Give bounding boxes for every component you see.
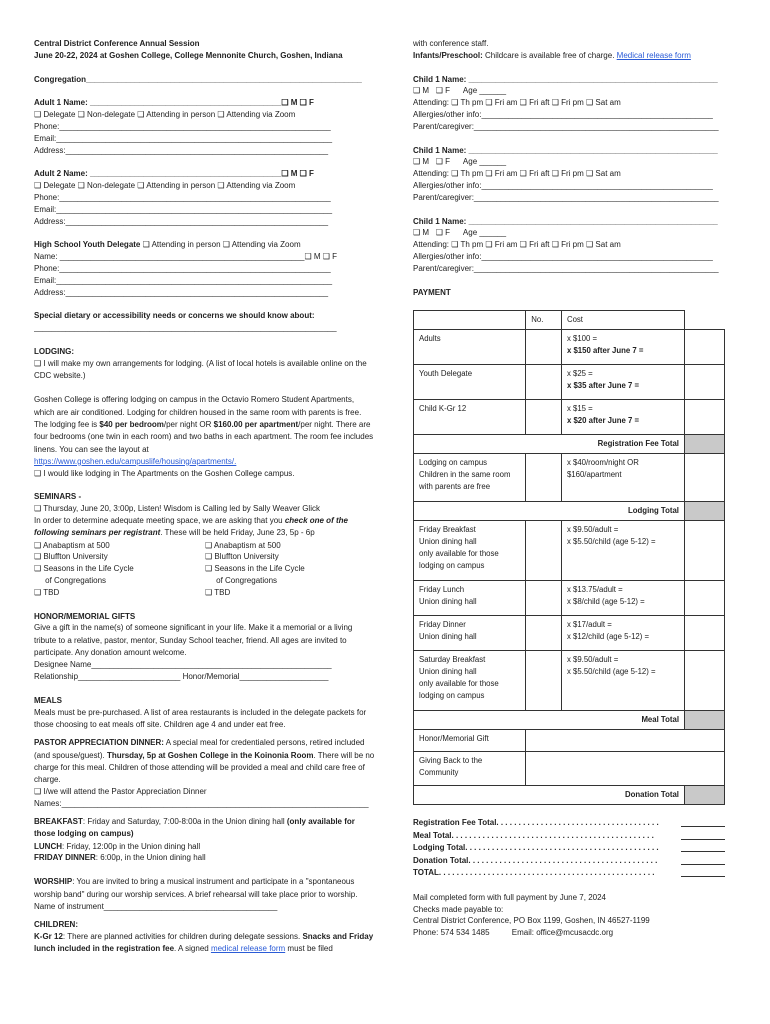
table-cell xyxy=(414,454,526,502)
infants-text: Childcare is available free of charge. xyxy=(482,50,617,60)
contact-info: Phone: 574 534 1485 Email: office@mcusacdc.org xyxy=(413,928,614,938)
cell-line: Union dining hall xyxy=(419,597,477,607)
pastor-title: PASTOR APPRECIATION DINNER: xyxy=(34,738,164,748)
breakfast-info xyxy=(34,816,376,841)
youth-address-field[interactable]: Address:___________________________________________________________ xyxy=(34,287,329,297)
table-row xyxy=(414,730,725,752)
table-cell: Honor/Memorial Gift xyxy=(414,730,526,752)
lodging-amount-cell[interactable] xyxy=(684,454,724,502)
fri-lunch-count-cell[interactable] xyxy=(526,581,562,616)
lodging-total-label: Lodging Total xyxy=(414,502,685,521)
pastor-text-1: A special meal for credentialed persons, retired included (and spouse/guest). xyxy=(34,738,365,760)
child-name-field[interactable]: Child 1 Name: ________________________________________________________ xyxy=(413,74,718,84)
child-sex-age[interactable]: ❑ M ❑ F Age ______ xyxy=(413,157,507,167)
seminars-intro xyxy=(34,515,376,540)
child-name-field[interactable]: Child 1 Name: ________________________________________________________ xyxy=(413,216,718,226)
summary-blank[interactable] xyxy=(681,867,725,877)
summary-blank[interactable] xyxy=(681,855,725,865)
honor-title: HONOR/MEMORIAL GIFTS xyxy=(34,611,136,621)
breakfast-bold: (only available for those lodging on campus) xyxy=(34,817,355,839)
sat-breakfast-count-cell[interactable] xyxy=(526,651,562,711)
pastor-dinner xyxy=(34,737,376,786)
table-cell xyxy=(561,330,684,365)
worship-label: WORSHIP xyxy=(34,877,73,887)
youth-phone-field[interactable]: Phone:_____________________________________________________________ xyxy=(34,263,331,273)
seminar-option[interactable]: ❑ Bluffton University xyxy=(205,552,279,562)
child-block-1 xyxy=(413,74,725,133)
lodging-fee-bedroom: $40 per bedroom xyxy=(99,419,164,429)
cell-line: lodging on campus xyxy=(419,561,485,571)
meal-total-cell[interactable] xyxy=(684,711,724,730)
mail-instructions: Mail completed form with full payment by June 7, 2024 xyxy=(413,892,606,902)
child-parent-field[interactable]: Parent/caregiver:_______________________________________________________ xyxy=(413,192,719,202)
child-parent-field[interactable]: Parent/caregiver:_______________________________________________________ xyxy=(413,121,719,131)
cell-line: Lodging on campus xyxy=(419,458,488,468)
table-cell xyxy=(561,454,684,502)
table-cell: Child K-Gr 12 xyxy=(414,400,526,435)
table-cell xyxy=(414,311,526,330)
adult2-address-field[interactable]: Address:___________________________________________________________ xyxy=(34,216,329,226)
seminar-option[interactable]: ❑ TBD xyxy=(205,587,231,597)
event-subtitle: June 20-22, 2024 at Goshen College, College Mennonite Church, Goshen, Indiana xyxy=(34,50,343,60)
seminars-intro-emphasis: check one of the following seminars per registrant xyxy=(34,516,348,538)
seminar-option[interactable]: ❑ Seasons in the Life Cycle xyxy=(205,564,305,574)
cell-line: Giving Back to the xyxy=(419,756,483,766)
child-amount-cell[interactable] xyxy=(684,400,724,435)
cell-line: x $13.75/adult = xyxy=(566,585,623,595)
child-allergies-field[interactable]: Allergies/other info:____________________________________________________ xyxy=(413,109,713,119)
honor-gift-amount-cell[interactable] xyxy=(526,730,725,752)
table-cell xyxy=(414,651,526,711)
lodging-count-cell[interactable] xyxy=(526,454,562,502)
congregation-field[interactable]: Congregation______________________________________________________________ xyxy=(34,74,362,84)
child-sex-age[interactable]: ❑ M ❑ F Age ______ xyxy=(413,228,507,238)
table-row xyxy=(414,616,725,651)
adult1-options[interactable]: ❑ Delegate ❑ Non-delegate ❑ Attending in person ❑ Attending via Zoom xyxy=(34,110,296,120)
table-cell: Adults xyxy=(414,330,526,365)
adult1-name-field[interactable]: Adult 1 Name: ___________________________________________❑ M ❑ F xyxy=(34,98,314,108)
table-row xyxy=(414,454,725,502)
youth-title: High School Youth Delegate xyxy=(34,240,141,250)
child-attending[interactable]: Attending: ❑ Th pm ❑ Fri am ❑ Fri aft ❑ Fri pm ❑ Sat am xyxy=(413,169,621,179)
adult1-address-field[interactable]: Address:___________________________________________________________ xyxy=(34,145,329,155)
youth-options[interactable]: ❑ Attending in person ❑ Attending via Zoom xyxy=(142,240,301,250)
fri-dinner-amount-cell[interactable] xyxy=(684,616,724,651)
adult1-phone-field[interactable]: Phone:_____________________________________________________________ xyxy=(34,121,331,131)
infants-label: Infants/Preschool: xyxy=(413,50,483,60)
table-cell xyxy=(561,616,684,651)
cell-line: x $40/room/night OR xyxy=(566,458,639,468)
children-text-3: must be filed xyxy=(285,944,333,954)
youth-email-field[interactable]: Email:______________________________________________________________ xyxy=(34,275,333,285)
cell-line: x $9.50/adult = xyxy=(566,525,619,535)
cell-line: Friday Breakfast xyxy=(419,525,476,535)
cell-line: $160/apartment xyxy=(566,470,622,480)
table-row xyxy=(414,400,725,435)
seminar-option[interactable]: ❑ Bluffton University xyxy=(34,552,108,562)
cell-line: Friday Lunch xyxy=(419,585,465,595)
right-column xyxy=(413,38,725,939)
registration-total-cell[interactable] xyxy=(684,435,724,454)
adult1-email-field[interactable]: Email:______________________________________________________________ xyxy=(34,133,333,143)
youth-delegate-heading xyxy=(34,239,376,251)
mail-address: Central District Conference, PO Box 1199, Goshen, IN 46527-1199 xyxy=(413,916,650,926)
pastor-names-field[interactable]: Names:_____________________________________________________________________ xyxy=(34,799,369,809)
table-row xyxy=(414,651,725,711)
cell-line: lodging on campus xyxy=(419,691,485,701)
table-row xyxy=(414,581,725,616)
child-name-field[interactable]: Child 1 Name: ________________________________________________________ xyxy=(413,145,718,155)
child-sex-age[interactable]: ❑ M ❑ F Age ______ xyxy=(413,86,507,96)
cell-line: with parents are free xyxy=(419,482,491,492)
meal-total-label: Meal Total xyxy=(414,711,685,730)
lodging-text-3: /per night. There are four bedrooms (one twin in each room) and two baths in each apartment. The room fee includes linens. You can see the layout at xyxy=(34,419,374,454)
child-cost: x $15 = xyxy=(566,404,593,414)
child-allergies-field[interactable]: Allergies/other info:____________________________________________________ xyxy=(413,180,713,190)
summary-label: Registration Fee Total. . . . . . . . . . . . . . . . . . . . . . . . . . . . . . . . . . . . . xyxy=(413,818,659,828)
cell-line: Union dining hall xyxy=(419,537,477,547)
relationship-field[interactable]: Relationship_______________________ Honor/Memorial____________________ xyxy=(34,672,329,682)
table-cell: Youth Delegate xyxy=(414,365,526,400)
children-title: CHILDREN: xyxy=(34,920,78,930)
seminar-options-col2 xyxy=(205,540,376,599)
dietary-title: Special dietary or accessibility needs or concerns we should know about: xyxy=(34,311,315,321)
cell-line: Union dining hall xyxy=(419,667,477,677)
breakfast-label: BREAKFAST xyxy=(34,817,83,827)
table-row xyxy=(414,330,725,365)
seminar-option-cont: of Congregations xyxy=(205,575,278,585)
dietary-field[interactable]: ____________________________________________________________________ xyxy=(34,323,337,333)
lodging-total-cell[interactable] xyxy=(684,502,724,521)
summary-label: Lodging Total. . . . . . . . . . . . . . . . . . . . . . . . . . . . . . . . . . . . . . . . . . . . xyxy=(413,843,659,853)
summary-blank[interactable] xyxy=(681,817,725,827)
summary-total xyxy=(413,867,725,880)
totals-summary xyxy=(413,817,725,880)
lodging-title: LODGING: xyxy=(34,346,74,356)
table-row xyxy=(414,786,725,805)
youth-count-cell[interactable] xyxy=(526,365,562,400)
table-cell: Cost xyxy=(561,311,684,330)
adult2-name-field[interactable]: Adult 2 Name: ___________________________________________❑ M ❑ F xyxy=(34,169,314,179)
left-column xyxy=(34,38,376,956)
payment-table xyxy=(413,310,725,805)
summary-registration xyxy=(413,817,725,830)
table-cell xyxy=(561,581,684,616)
seminars-intro-end: . These will be held Friday, June 23, 5p - 6p xyxy=(160,528,315,538)
dinner-text: : 6:00p, in the Union dining hall xyxy=(95,853,206,863)
table-row xyxy=(414,521,725,581)
fri-dinner-count-cell[interactable] xyxy=(526,616,562,651)
cell-line: Community xyxy=(419,768,459,778)
sat-breakfast-amount-cell[interactable] xyxy=(684,651,724,711)
table-cell: No. xyxy=(526,311,562,330)
adults-count-cell[interactable] xyxy=(526,330,562,365)
seminar-option[interactable]: ❑ Anabaptism at 500 xyxy=(34,540,110,550)
summary-label: Meal Total. . . . . . . . . . . . . . . . . . . . . . . . . . . . . . . . . . . . . . . . . . . . . . xyxy=(413,830,654,840)
cell-line: Saturday Breakfast xyxy=(419,655,486,665)
child-attending[interactable]: Attending: ❑ Th pm ❑ Fri am ❑ Fri aft ❑ Fri pm ❑ Sat am xyxy=(413,98,621,108)
summary-label: Donation Total. . . . . . . . . . . . . . . . . . . . . . . . . . . . . . . . . . . . . . . . . . . xyxy=(413,855,658,865)
child-block-2 xyxy=(413,145,725,204)
table-row xyxy=(414,435,725,454)
summary-label: TOTAL. . . . . . . . . . . . . . . . . . . . . . . . . . . . . . . . . . . . . . . . . . . . . . . . . xyxy=(413,868,655,878)
pastor-attend-option[interactable]: ❑ I/we will attend the Pastor Appreciation Dinner xyxy=(34,787,207,797)
meals-text: Meals must be pre-purchased. A list of area restaurants is included in the delegate packets for those choosing to eat meals off site. Children age 4 and under eat free. xyxy=(34,707,367,729)
children-label: K-Gr 12 xyxy=(34,931,63,941)
giving-back-amount-cell[interactable] xyxy=(526,752,725,786)
pastor-text-2: . There will be no charge for this meal. Children of those attending will be provided a meal and child care free of charge. xyxy=(34,750,375,785)
lunch-label: LUNCH xyxy=(34,841,62,851)
checks-payable: Checks made payable to: xyxy=(413,904,504,914)
honor-text: Give a gift in the name(s) of someone significant in your life. Make it a memorial or a living tribute to a relative, pastor, mentor, Sunday School teacher, friend. All ages are invited to participate. Any donation amount welcome. xyxy=(34,623,353,657)
summary-donation xyxy=(413,855,725,868)
table-cell xyxy=(561,365,684,400)
fri-lunch-amount-cell[interactable] xyxy=(684,581,724,616)
dinner-label: FRIDAY DINNER xyxy=(34,853,96,863)
registration-total-label: Registration Fee Total xyxy=(414,435,685,454)
table-cell xyxy=(414,521,526,581)
table-row xyxy=(414,365,725,400)
cell-line: x $8/child (age 5-12) = xyxy=(566,597,645,607)
youth-name-field[interactable]: Name: _______________________________________________________❑ M ❑ F xyxy=(34,252,338,262)
cell-line: x $17/adult = xyxy=(566,620,612,630)
seminars-title: SEMINARS - xyxy=(34,492,82,502)
adults-amount-cell[interactable] xyxy=(684,330,724,365)
payment-title: PAYMENT xyxy=(413,287,451,297)
child-attending[interactable]: Attending: ❑ Th pm ❑ Fri am ❑ Fri aft ❑ Fri pm ❑ Sat am xyxy=(413,240,621,250)
donation-total-cell[interactable] xyxy=(684,786,724,805)
cell-line: x $5.50/child (age 5-12) = xyxy=(566,667,656,677)
adults-cost: x $100 = xyxy=(566,334,598,344)
child-allergies-field[interactable]: Allergies/other info:____________________________________________________ xyxy=(413,251,713,261)
table-row xyxy=(414,311,725,330)
seminar-thursday-option[interactable]: ❑ Thursday, June 20, 3:00p, Listen! Wisdom is Calling led by Sally Weaver Glick xyxy=(34,504,320,514)
child-cost-late: x $20 after June 7 = xyxy=(566,416,640,426)
table-cell xyxy=(561,651,684,711)
donation-total-label: Donation Total xyxy=(414,786,685,805)
event-title: Central District Conference Annual Session xyxy=(34,39,200,48)
designee-field[interactable]: Designee Name______________________________________________________ xyxy=(34,660,332,670)
table-cell xyxy=(561,521,684,581)
cell-line: Union dining hall xyxy=(419,632,477,642)
table-cell xyxy=(414,581,526,616)
lodging-description xyxy=(34,394,376,455)
cell-line: x $9.50/adult = xyxy=(566,655,619,665)
breakfast-text: : Friday and Saturday, 7:00-8:00a in the Union dining hall xyxy=(82,817,287,827)
adult2-phone-field[interactable]: Phone:_____________________________________________________________ xyxy=(34,192,331,202)
table-row xyxy=(414,502,725,521)
seminar-options xyxy=(34,540,376,599)
cell-line: x $12/child (age 5-12) = xyxy=(566,632,650,642)
child-parent-field[interactable]: Parent/caregiver:_______________________________________________________ xyxy=(413,263,719,273)
child-block-3 xyxy=(413,216,725,275)
lodging-own-option[interactable]: ❑ I will make my own arrangements for lodging. (A list of local hotels is available online on the CDC website.) xyxy=(34,358,367,381)
worship-info xyxy=(34,876,376,913)
seminar-option-cont: of Congregations xyxy=(34,575,107,585)
youth-cost: x $25 = xyxy=(566,369,593,379)
children-continued: with conference staff. xyxy=(413,39,489,48)
seminars-intro-text: In order to determine adequate meeting space, we are asking that you xyxy=(34,516,285,525)
cell-line: Friday Dinner xyxy=(419,620,466,630)
children-text-2: . A signed xyxy=(174,944,211,954)
lodging-campus-option[interactable]: ❑ I would like lodging in The Apartments on the Goshen College campus. xyxy=(34,468,295,478)
children-text-1: : There are planned activities for children during delegate sessions. xyxy=(62,931,303,941)
fri-breakfast-count-cell[interactable] xyxy=(526,521,562,581)
fri-breakfast-amount-cell[interactable] xyxy=(684,521,724,581)
children-info xyxy=(34,931,376,956)
seminar-option[interactable]: ❑ Anabaptism at 500 xyxy=(205,540,281,550)
seminar-option[interactable]: ❑ TBD xyxy=(34,587,60,597)
infants-medical-link[interactable]: Medical release form xyxy=(616,50,691,60)
youth-amount-cell[interactable] xyxy=(684,365,724,400)
summary-lodging xyxy=(413,842,725,855)
table-cell xyxy=(414,752,526,786)
summary-blank[interactable] xyxy=(681,830,725,840)
dinner-info xyxy=(34,852,376,864)
child-count-cell[interactable] xyxy=(526,400,562,435)
meals-title: MEALS xyxy=(34,695,62,705)
seminar-option[interactable]: ❑ Seasons in the Life Cycle xyxy=(34,564,134,574)
lodging-fee-apartment: $160.00 per apartment xyxy=(213,419,299,429)
table-row xyxy=(414,711,725,730)
table-cell xyxy=(561,400,684,435)
adult2-options[interactable]: ❑ Delegate ❑ Non-delegate ❑ Attending in person ❑ Attending via Zoom xyxy=(34,181,296,191)
cell-line: only available for those xyxy=(419,549,499,559)
table-cell xyxy=(414,616,526,651)
lunch-info xyxy=(34,841,376,853)
pastor-bold: Thursday, 5p at Goshen College in the Koinonia Room xyxy=(106,750,314,760)
table-cell xyxy=(684,311,724,330)
lodging-text-2: /per night OR xyxy=(163,419,214,429)
table-row xyxy=(414,752,725,786)
seminar-options-col1 xyxy=(34,540,205,599)
apartments-link[interactable]: https://www.goshen.edu/campuslife/housing/apartments/. xyxy=(34,456,237,466)
lodging-text-1: Goshen College is offering lodging on campus in the Octavio Romero Student Apartments, which are air conditioned. Lodging for children housed in the same room with parents is free. The lodging fee is xyxy=(34,395,362,429)
summary-blank[interactable] xyxy=(681,842,725,852)
youth-cost-late: x $35 after June 7 = xyxy=(566,381,640,391)
cell-line: x $5.50/child (age 5-12) = xyxy=(566,537,656,547)
infants-info xyxy=(413,50,725,62)
children-bold: Snacks and Friday lunch included in the registration fee xyxy=(34,931,374,954)
cell-line: only available for those xyxy=(419,679,499,689)
adults-cost-late: x $150 after June 7 = xyxy=(566,346,644,356)
adult2-email-field[interactable]: Email:______________________________________________________________ xyxy=(34,204,333,214)
lunch-text: : Friday, 12:00p in the Union dining hall xyxy=(62,841,201,851)
medical-release-link[interactable]: medical release form xyxy=(210,944,286,954)
cell-line: Children in the same room xyxy=(419,470,511,480)
summary-meal xyxy=(413,830,725,843)
worship-text[interactable]: : You are invited to bring a musical instrument and participate in a "spontaneous worship band" during our worship services. A brief rehearsal will take place prior to worship. Name of instrument_______________________________________ xyxy=(34,877,358,911)
